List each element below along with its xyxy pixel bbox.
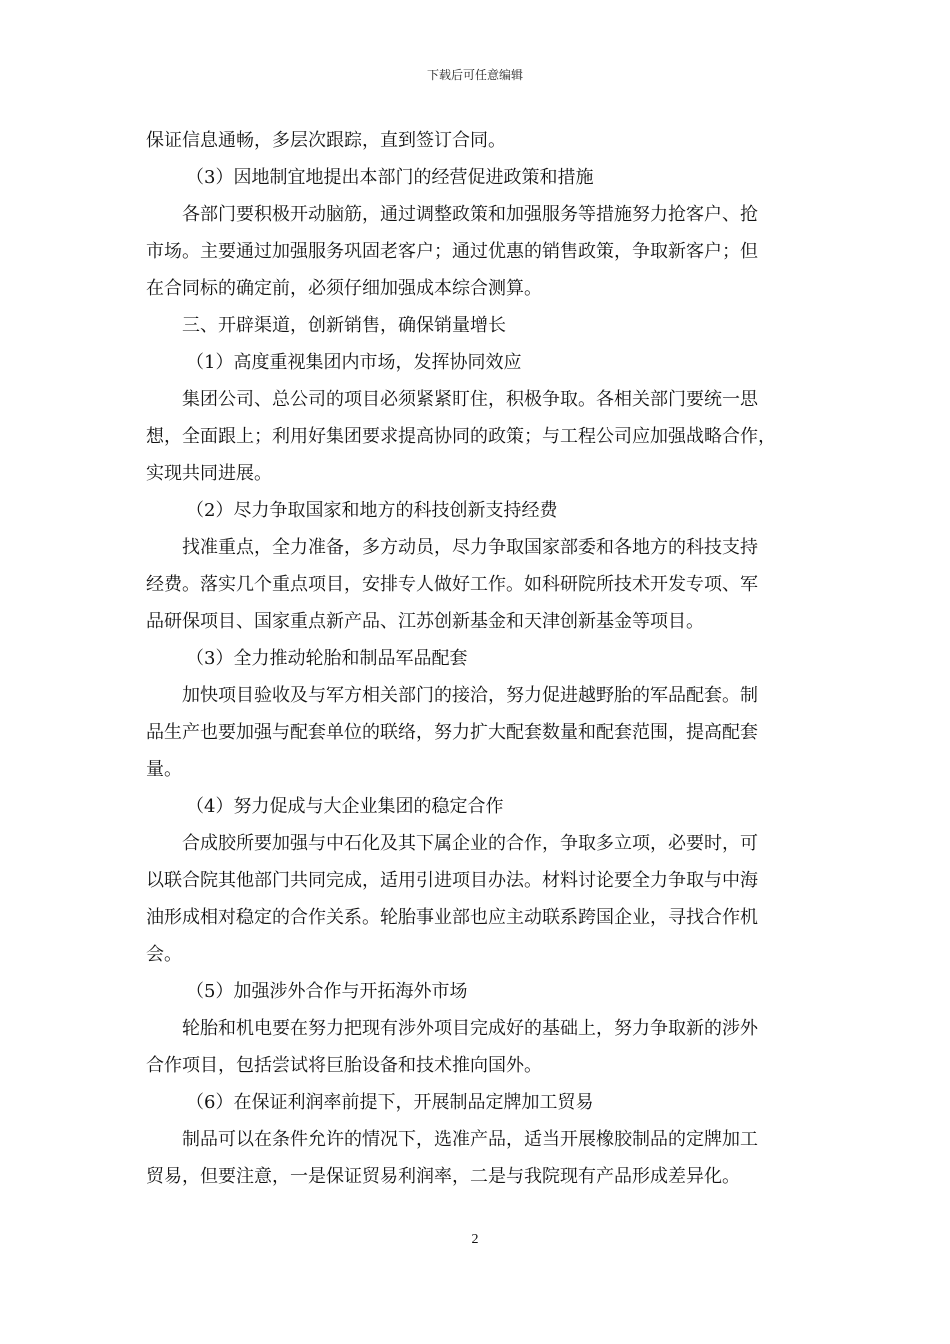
paragraph-line: 品生产也要加强与配套单位的联络，努力扩大配套数量和配套范围，提高配套 (146, 722, 758, 743)
subheading: （4）努力促成与大企业集团的稳定合作 (186, 796, 504, 817)
paragraph-line: 合作项目，包括尝试将巨胎设备和技术推向国外。 (146, 1055, 542, 1076)
paragraph-line: 油形成相对稳定的合作关系。轮胎事业部也应主动联系跨国企业，寻找合作机 (146, 907, 758, 928)
paragraph-line: 市场。主要通过加强服务巩固老客户；通过优惠的销售政策，争取新客户；但 (146, 241, 758, 262)
paragraph-line: 在合同标的确定前，必须仔细加强成本综合测算。 (146, 278, 542, 299)
paragraph-line: 合成胶所要加强与中石化及其下属企业的合作，争取多立项，必要时，可 (182, 833, 758, 854)
paragraph-line: 贸易，但要注意，一是保证贸易利润率，二是与我院现有产品形成差异化。 (146, 1166, 740, 1187)
subheading: （5）加强涉外合作与开拓海外市场 (186, 981, 468, 1002)
paragraph-line: 各部门要积极开动脑筋，通过调整政策和加强服务等措施努力抢客户、抢 (182, 204, 758, 225)
section-heading: 三、开辟渠道，创新销售，确保销量增长 (182, 315, 506, 336)
paragraph-line: 会。 (146, 944, 182, 965)
subheading: （1）高度重视集团内市场，发挥协同效应 (186, 352, 522, 373)
paragraph-line: 实现共同进展。 (146, 463, 272, 484)
paragraph-line: 品研保项目、国家重点新产品、江苏创新基金和天津创新基金等项目。 (146, 611, 704, 632)
paragraph-line: 轮胎和机电要在努力把现有涉外项目完成好的基础上，努力争取新的涉外 (182, 1018, 758, 1039)
header-note: 下载后可任意编辑 (426, 68, 523, 82)
paragraph-line: 加快项目验收及与军方相关部门的接洽，努力促进越野胎的军品配套。制 (182, 685, 758, 706)
paragraph-line: 以联合院其他部门共同完成，适用引进项目办法。材料讨论要全力争取与中海 (146, 870, 758, 891)
paragraph-line: 找准重点，全力准备，多方动员，尽力争取国家部委和各地方的科技支持 (182, 537, 758, 558)
subheading: （3）全力推动轮胎和制品军品配套 (186, 648, 468, 669)
paragraph-line: 量。 (146, 759, 182, 780)
paragraph-line: 制品可以在条件允许的情况下，选准产品，适当开展橡胶制品的定牌加工 (182, 1129, 758, 1150)
document-body (146, 122, 810, 1195)
paragraph-line: 保证信息通畅，多层次跟踪，直到签订合同。 (146, 130, 506, 151)
paragraph-line: 想，全面跟上；利用好集团要求提高协同的政策；与工程公司应加强战略合作， (146, 426, 776, 447)
subheading: （2）尽力争取国家和地方的科技创新支持经费 (186, 500, 558, 521)
page-number: 2 (471, 1232, 479, 1247)
paragraph-line: 经费。落实几个重点项目，安排专人做好工作。如科研院所技术开发专项、军 (146, 574, 758, 595)
subheading: （3）因地制宜地提出本部门的经营促进政策和措施 (186, 167, 594, 188)
subheading: （6）在保证利润率前提下，开展制品定牌加工贸易 (186, 1092, 594, 1113)
paragraph-line: 集团公司、总公司的项目必须紧紧盯住，积极争取。各相关部门要统一思 (182, 389, 758, 410)
